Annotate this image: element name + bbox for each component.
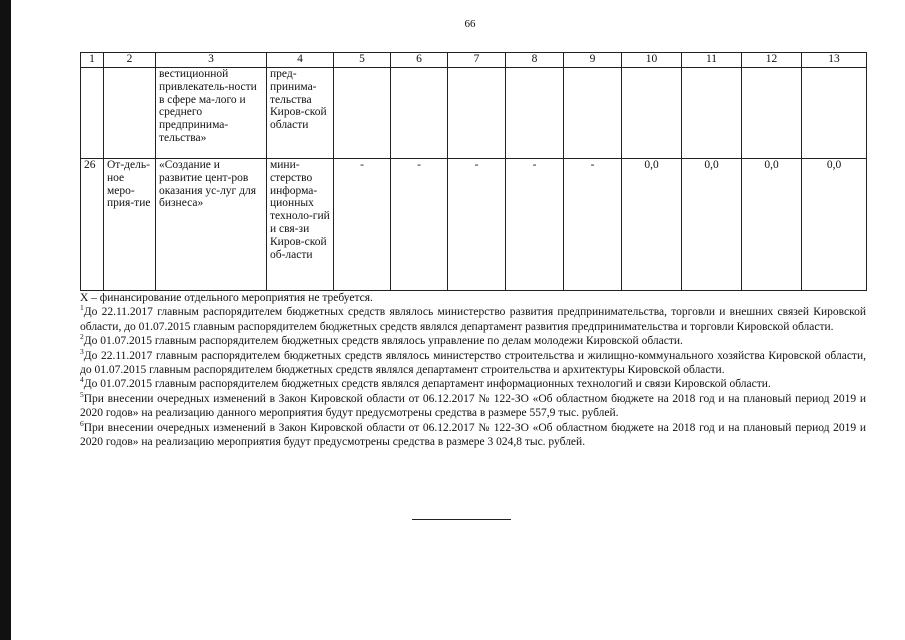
- footnote-mark: 5: [80, 390, 84, 400]
- col-header-8: 8: [506, 53, 564, 68]
- end-rule: [412, 519, 511, 520]
- column-number-row: [81, 53, 867, 68]
- footnote-mark: 3: [80, 346, 84, 356]
- cell-value: [334, 68, 391, 159]
- col-header-3: 3: [156, 53, 267, 68]
- col-header-5: 5: [334, 53, 391, 68]
- cell-value: -: [334, 159, 391, 291]
- footnote-text: При внесении очередных изменений в Закон Кировской области от 06.12.2017 № 122-ЗО «Об областном бюджете на 2018 год и на плановый период 2019 и 2020 годов» на реализацию данного мероприятия будут предусмотрены средства в размере 557,9 тыс. рублей.: [80, 392, 866, 420]
- cell-value: [742, 68, 802, 159]
- footnote-mark: 1: [80, 303, 84, 313]
- footnotes: [80, 291, 866, 449]
- col-header-10: 10: [622, 53, 682, 68]
- footnote-text: При внесении очередных изменений в Закон Кировской области от 06.12.2017 № 122-ЗО «Об областном бюджете на 2018 год и на плановый период 2019 и 2020 годов» на реализацию мероприятия будут предусмотрены средства в размере 3 024,8 тыс. рублей.: [80, 421, 866, 449]
- cell-value: 0,0: [802, 159, 867, 291]
- footnote-mark: 4: [80, 375, 84, 385]
- cell-value: [802, 68, 867, 159]
- cell-program-name: вестиционной привлекатель-ности в сфере ма-лого и среднего предпринима-тельства»: [156, 68, 267, 159]
- cell-value: [564, 68, 622, 159]
- footnote-text: До 01.07.2015 главным распорядителем бюджетных средств являлся департамент информационных технологий и связи Кировской области.: [83, 378, 771, 391]
- budget-table: [80, 52, 867, 291]
- cell-value: -: [448, 159, 506, 291]
- cell-value: 0,0: [742, 159, 802, 291]
- cell-value: 0,0: [622, 159, 682, 291]
- table-row-26: [81, 159, 867, 291]
- cell-value: -: [391, 159, 448, 291]
- bottom-mark: .: [424, 513, 426, 522]
- footnote-1: [80, 305, 866, 334]
- col-header-11: 11: [682, 53, 742, 68]
- col-header-2: 2: [104, 53, 156, 68]
- cell-index: [81, 68, 104, 159]
- cell-value: 0,0: [682, 159, 742, 291]
- footnote-5: [80, 392, 866, 421]
- table-row-continued: [81, 68, 867, 159]
- cell-status: [104, 68, 156, 159]
- footnote-2: [80, 334, 866, 348]
- cell-program-name: «Создание и развитие цент-ров оказания ус-луг для бизнеса»: [156, 159, 267, 291]
- cell-responsible: пред-принима-тельства Киров-ской области: [267, 68, 334, 159]
- cell-responsible: мини-стерство информа-ционных техноло-гий и свя-зи Киров-ской об-ласти: [267, 159, 334, 291]
- footnote-4: [80, 377, 866, 391]
- cell-value: -: [564, 159, 622, 291]
- page-number: 66: [464, 18, 476, 30]
- cell-value: -: [506, 159, 564, 291]
- col-header-4: 4: [267, 53, 334, 68]
- footnote-x: Х – финансирование отдельного мероприятия не требуется.: [80, 292, 373, 304]
- footnote-text: До 22.11.2017 главным распорядителем бюджетных средств являлось министерство строительства и жилищно-коммунального хозяйства Кировской области, до 01.07.2015 главным распорядителем бюджетных средств являлся департамент строительства и архитектуры Кировской области.: [80, 349, 866, 377]
- footnote-mark: 6: [80, 418, 84, 428]
- footnote-6: [80, 418, 866, 450]
- col-header-13: 13: [802, 53, 867, 68]
- cell-value: [391, 68, 448, 159]
- cell-value: [682, 68, 742, 159]
- col-header-9: 9: [564, 53, 622, 68]
- footnote-text: До 22.11.2017 главным распорядителем бюджетных средств являлось министерство развития предпринимательства, торговли и внешних связей Кировской области, до 01.07.2015 главным распорядителем бюджетных средств являлся департамент развития предпринимательства и торговли Кировской области.: [80, 306, 866, 333]
- footnote-mark: 2: [80, 332, 84, 342]
- cell-index: 26: [81, 159, 104, 291]
- col-header-6: 6: [391, 53, 448, 68]
- col-header-12: 12: [742, 53, 802, 68]
- footnote-text: До 01.07.2015 главным распорядителем бюджетных средств являлось управление по делам молодежи Кировской области.: [83, 335, 683, 348]
- scan-left-edge: [0, 0, 11, 640]
- col-header-7: 7: [448, 53, 506, 68]
- cell-value: [506, 68, 564, 159]
- col-header-1: 1: [81, 53, 104, 68]
- cell-value: [622, 68, 682, 159]
- cell-value: [448, 68, 506, 159]
- footnote-3: [80, 346, 866, 378]
- cell-status: От-дель-ное меро-прия-тие: [104, 159, 156, 291]
